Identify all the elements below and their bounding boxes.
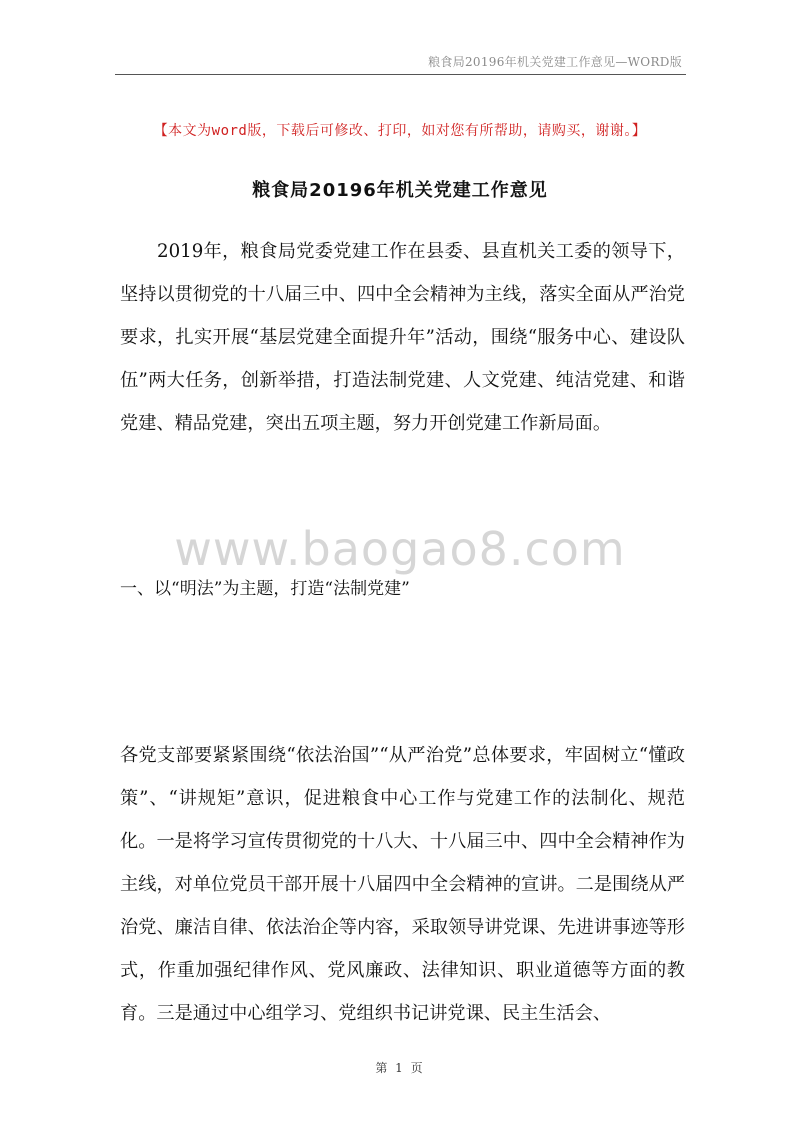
header-divider [115, 74, 686, 75]
purchase-notice: 【本文为word版，下载后可修改、打印，如对您有所帮助，请购买，谢谢。】 [153, 123, 647, 139]
page-number: 第 1 页 [375, 1061, 425, 1075]
document-title: 粮食局20196年机关党建工作意见 [252, 180, 548, 201]
running-header: 粮食局20196年机关党建工作意见—WORD版 [428, 55, 682, 69]
intro-paragraph: 2019年，粮食局党委党建工作在县委、县直机关工委的领导下，坚持以贯彻党的十八届三中、四中全会精神为主线，落实全面从严治党要求，扎实开展“基层党建全面提升年”活动，围绕“服务中心、建设队伍”两大任务，创新举措，打造法制党建、人文党建、纯洁党建、和谐党建、精品党建，突出五项主题，努力开创党建工作新局面。 [120, 241, 685, 434]
watermark: www.baogao8.com [174, 522, 626, 576]
section-heading-1: 一、以“明法”为主题，打造“法制党建” [120, 579, 410, 599]
section-1-paragraph: 各党支部要紧紧围绕“依法治国”“从严治党”总体要求，牢固树立“懂政策”、“讲规矩”意识，促进粮食中心工作与党建工作的法制化、规范化。一是将学习宣传贯彻党的十八大、十八届三中、四中全会精神作为主线，对单位党员干部开展十八届四中全会精神的宣讲。二是围绕从严治党、廉洁自律、依法治企等内容，采取领导讲党课、先进讲事迹等形式，作重加强纪律作风、党风廉政、法律知识、职业道德等方面的教育。三是通过中心组学习、党组织书记讲党课、民主生活会、 [120, 745, 685, 1024]
